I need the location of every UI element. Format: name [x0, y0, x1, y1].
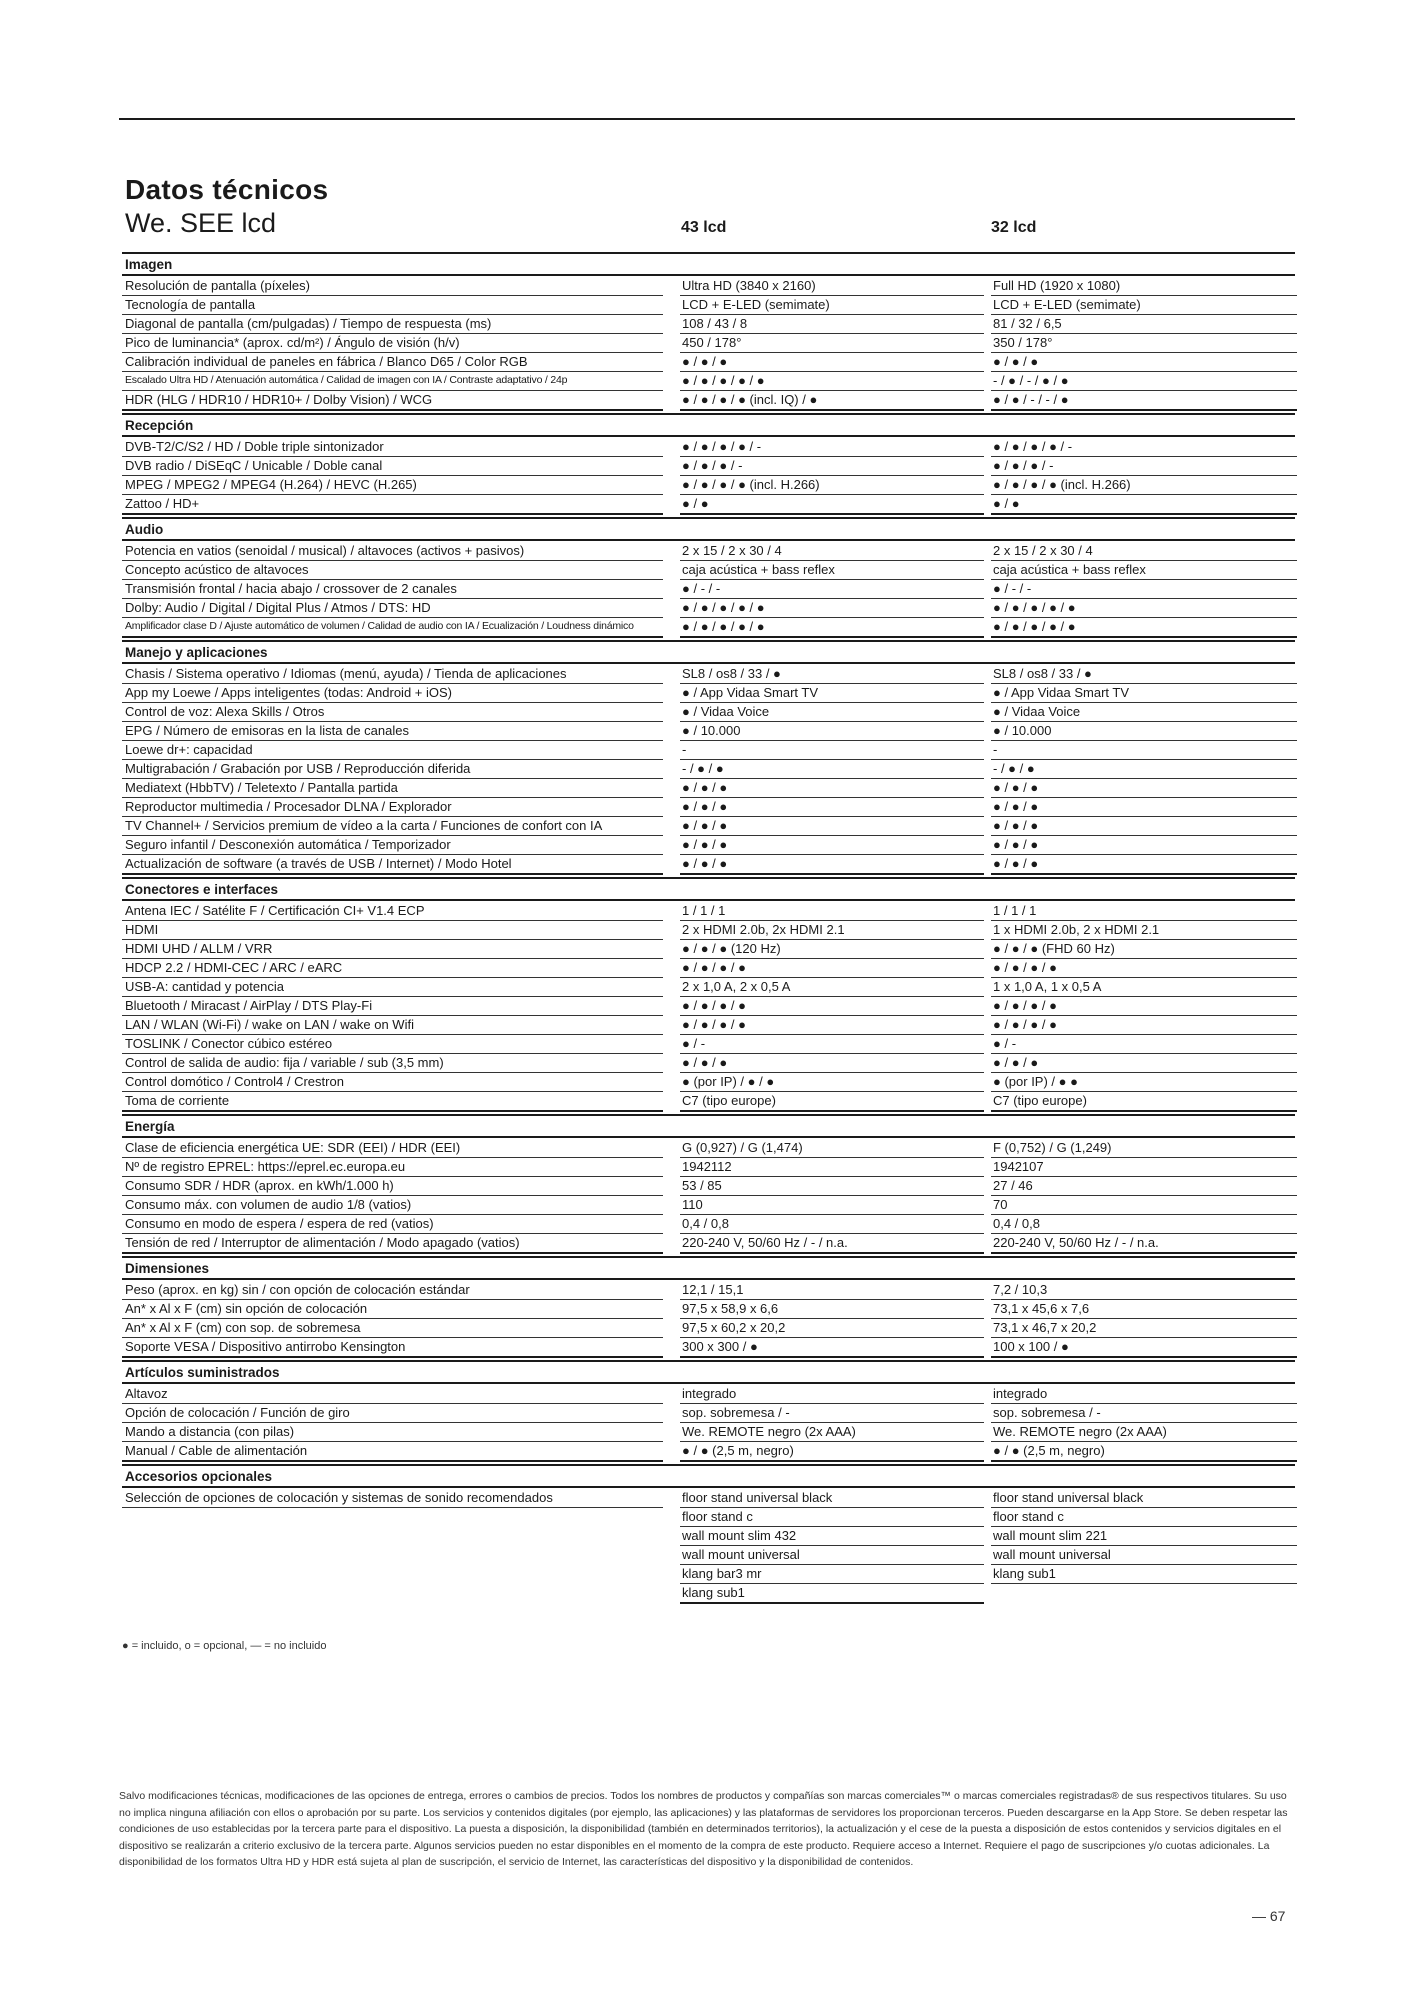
top-rule: [119, 118, 1295, 120]
spec-value-32: ● / ● / ● / ● / -: [991, 437, 1297, 457]
spec-value-43: ● (por IP) / ● / ●: [680, 1072, 984, 1092]
spec-label: Amplificador clase D / Ajuste automático de volumen / Calidad de audio con IA / Ecualización / Loudness dinámico: [122, 617, 663, 638]
section-heading: Conectores e interfaces: [122, 877, 1295, 901]
spec-value-32: ● / ● / ● / ● (incl. H.266): [991, 475, 1297, 495]
spec-section: [122, 1114, 1295, 1252]
section-heading: Audio: [122, 517, 1295, 541]
spec-section: [122, 1360, 1295, 1460]
spec-label: HDMI: [122, 920, 663, 940]
spec-row: [122, 1280, 1295, 1299]
spec-row: [122, 1564, 1295, 1583]
spec-value-32: ● / -: [991, 1034, 1297, 1054]
spec-label: Consumo máx. con volumen de audio 1/8 (vatios): [122, 1195, 663, 1215]
spec-row: [122, 1214, 1295, 1233]
spec-label: Loewe dr+: capacidad: [122, 740, 663, 760]
spec-row: [122, 958, 1295, 977]
spec-label: TOSLINK / Conector cúbico estéreo: [122, 1034, 663, 1054]
spec-label: Consumo en modo de espera / espera de red (vatios): [122, 1214, 663, 1234]
spec-label: Soporte VESA / Dispositivo antirrobo Kensington: [122, 1337, 663, 1358]
spec-label: [122, 1507, 663, 1526]
spec-label: [122, 1545, 663, 1564]
spec-row: [122, 1507, 1295, 1526]
spec-value-32: [991, 1583, 1297, 1602]
spec-value-32: ● / ● (2,5 m, negro): [991, 1441, 1297, 1462]
spec-row: [122, 560, 1295, 579]
spec-value-32: LCD + E-LED (semimate): [991, 295, 1297, 315]
spec-value-43: 110: [680, 1195, 984, 1215]
spec-label: Mando a distancia (con pilas): [122, 1422, 663, 1442]
spec-row: [122, 333, 1295, 352]
spec-value-43: ● / ● / ● / ● (incl. H.266): [680, 475, 984, 495]
spec-value-43: 1942112: [680, 1157, 984, 1177]
spec-value-32: 73,1 x 45,6 x 7,6: [991, 1299, 1297, 1319]
spec-value-43: ● / ● / ● / -: [680, 456, 984, 476]
spec-value-32: SL8 / os8 / 33 / ●: [991, 664, 1297, 684]
product-name: We. SEE lcd: [125, 208, 277, 238]
spec-label: HDCP 2.2 / HDMI-CEC / ARC / eARC: [122, 958, 663, 978]
spec-value-32: ● / ● / ● / ●: [991, 996, 1297, 1016]
spec-value-32: 1 x HDMI 2.0b, 2 x HDMI 2.1: [991, 920, 1297, 940]
spec-row: [122, 1337, 1295, 1356]
spec-row: [122, 1157, 1295, 1176]
spec-value-32: 0,4 / 0,8: [991, 1214, 1297, 1234]
spec-value-43: ● / ●: [680, 494, 984, 515]
spec-value-43: ● / -: [680, 1034, 984, 1054]
spec-label: Bluetooth / Miracast / AirPlay / DTS Play-Fi: [122, 996, 663, 1016]
spec-value-32: - / ● / ●: [991, 759, 1297, 779]
spec-label: Control de salida de audio: fija / variable / sub (3,5 mm): [122, 1053, 663, 1073]
spec-value-32: klang sub1: [991, 1564, 1297, 1584]
spec-value-43: 53 / 85: [680, 1176, 984, 1196]
spec-value-43: ● / ● / ● / ● / ●: [680, 371, 984, 391]
spec-value-32: ● / ● / ● / ●: [991, 1015, 1297, 1035]
spec-row: [122, 1138, 1295, 1157]
spec-row: [122, 854, 1295, 873]
spec-value-43: - / ● / ●: [680, 759, 984, 779]
spec-row: [122, 816, 1295, 835]
spec-value-43: LCD + E-LED (semimate): [680, 295, 984, 315]
column-header-32: 32 lcd: [991, 219, 1037, 236]
spec-value-32: 220-240 V, 50/60 Hz / - / n.a.: [991, 1233, 1297, 1254]
spec-value-32: ● / ● / ●: [991, 854, 1297, 875]
spec-value-32: ● / 10.000: [991, 721, 1297, 741]
spec-value-43: 0,4 / 0,8: [680, 1214, 984, 1234]
spec-row: [122, 1545, 1295, 1564]
spec-label: An* x Al x F (cm) sin opción de colocación: [122, 1299, 663, 1319]
spec-row: [122, 1318, 1295, 1337]
spec-value-43: sop. sobremesa / -: [680, 1403, 984, 1423]
spec-label: Mediatext (HbbTV) / Teletexto / Pantalla partida: [122, 778, 663, 798]
spec-value-43: klang sub1: [680, 1583, 984, 1604]
spec-value-43: C7 (tipo europe): [680, 1091, 984, 1112]
spec-value-32: We. REMOTE negro (2x AAA): [991, 1422, 1297, 1442]
spec-value-43: ● / ● / ● / ● / ●: [680, 617, 984, 638]
spec-row: [122, 1403, 1295, 1422]
spec-value-32: 350 / 178°: [991, 333, 1297, 353]
spec-row: [122, 740, 1295, 759]
spec-label: USB-A: cantidad y potencia: [122, 977, 663, 997]
column-header-43: 43 lcd: [681, 219, 727, 236]
spec-value-32: 27 / 46: [991, 1176, 1297, 1196]
spec-row: [122, 1072, 1295, 1091]
section-heading: Recepción: [122, 413, 1295, 437]
spec-value-43: 220-240 V, 50/60 Hz / - / n.a.: [680, 1233, 984, 1254]
spec-value-32: ● / ● / ● / ●: [991, 958, 1297, 978]
spec-value-32: ● / ● / ● (FHD 60 Hz): [991, 939, 1297, 959]
spec-row: [122, 835, 1295, 854]
spec-value-43: ● / ● / ● / ● (incl. IQ) / ●: [680, 390, 984, 411]
spec-value-43: 1 / 1 / 1: [680, 901, 984, 921]
spec-value-43: wall mount universal: [680, 1545, 984, 1565]
spec-value-43: ● / Vidaa Voice: [680, 702, 984, 722]
spec-row: [122, 617, 1295, 636]
section-heading: Energía: [122, 1114, 1295, 1138]
spec-row: [122, 598, 1295, 617]
spec-row: [122, 1233, 1295, 1252]
spec-value-43: ● / ● / ● / ● / -: [680, 437, 984, 457]
spec-row: [122, 1526, 1295, 1545]
spec-value-32: floor stand c: [991, 1507, 1297, 1527]
spec-row: [122, 1488, 1295, 1507]
spec-value-43: ● / App Vidaa Smart TV: [680, 683, 984, 703]
spec-value-43: floor stand universal black: [680, 1488, 984, 1508]
spec-value-43: ● / ● / ● (120 Hz): [680, 939, 984, 959]
spec-value-43: ● / ● (2,5 m, negro): [680, 1441, 984, 1462]
spec-value-43: Ultra HD (3840 x 2160): [680, 276, 984, 296]
spec-row: [122, 579, 1295, 598]
spec-row: [122, 475, 1295, 494]
spec-row: [122, 1195, 1295, 1214]
spec-row: [122, 778, 1295, 797]
spec-row: [122, 664, 1295, 683]
spec-row: [122, 494, 1295, 513]
spec-label: Seguro infantil / Desconexión automática / Temporizador: [122, 835, 663, 855]
spec-value-32: 70: [991, 1195, 1297, 1215]
spec-label: [122, 1526, 663, 1545]
spec-row: [122, 683, 1295, 702]
spec-label: Consumo SDR / HDR (aprox. en kWh/1.000 h): [122, 1176, 663, 1196]
spec-value-32: 1 / 1 / 1: [991, 901, 1297, 921]
spec-row: [122, 1015, 1295, 1034]
spec-section: [122, 640, 1295, 873]
spec-value-43: wall mount slim 432: [680, 1526, 984, 1546]
spec-value-43: ● / ● / ●: [680, 835, 984, 855]
spec-row: [122, 1299, 1295, 1318]
disclaimer: Salvo modificaciones técnicas, modificaciones de las opciones de entrega, errores o cambios de precios. Todos los nombres de productos y compañías son marcas comerciales™ o marcas comerciales registradas® de sus respectivos titulares. Su uso no implica ninguna afiliación con ellos o aprobación por su parte. Los servicios y contenidos digitales (por ejemplo, las aplicaciones) y las plataformas de servidores los proporcionan terceros. Pueden descargarse en la App Store. Se deben respetar las condiciones de uso establecidas por la tercera parte para el dispositivo. La puesta a disposición, la disponibilidad (también en determinados territorios), la actualización y el cese de la puesta a disposición de estos contenidos y servicios digitales en el dispositivo se realizarán a criterio exclusivo de la tercera parte. Algunos servicios pueden no estar disponibles en el momento de la compra de este producto. Requiere acceso a Internet. Requiere el pago de suscripciones y/o cuotas adicionales. La disponibilidad de los formatos Ultra HD y HDR está sujeta al plan de suscripción, el servicio de Internet, las características del dispositivo y la disponibilidad de contenidos.: [119, 1790, 1288, 1868]
spec-value-43: 2 x 1,0 A, 2 x 0,5 A: [680, 977, 984, 997]
legend: ● = incluido, o = opcional, — = no incluido: [122, 1640, 327, 1652]
spec-value-32: C7 (tipo europe): [991, 1091, 1297, 1112]
spec-section: [122, 1256, 1295, 1356]
spec-value-32: ● / ● / ●: [991, 816, 1297, 836]
spec-value-43: 450 / 178°: [680, 333, 984, 353]
spec-value-32: ● / ● / - / - / ●: [991, 390, 1297, 411]
spec-row: [122, 702, 1295, 721]
spec-row: [122, 314, 1295, 333]
spec-value-32: F (0,752) / G (1,249): [991, 1138, 1297, 1158]
spec-label: Toma de corriente: [122, 1091, 663, 1112]
spec-label: Escalado Ultra HD / Atenuación automática / Calidad de imagen con IA / Contraste adaptativo / 24p: [122, 371, 663, 391]
spec-value-43: caja acústica + bass reflex: [680, 560, 984, 580]
spec-value-43: floor stand c: [680, 1507, 984, 1527]
spec-value-32: ● / ● / ●: [991, 1053, 1297, 1073]
spec-value-43: integrado: [680, 1384, 984, 1404]
spec-label: Antena IEC / Satélite F / Certificación CI+ V1.4 ECP: [122, 901, 663, 921]
spec-label: Potencia en vatios (senoidal / musical) / altavoces (activos + pasivos): [122, 541, 663, 561]
spec-row: [122, 939, 1295, 958]
section-heading: Manejo y aplicaciones: [122, 640, 1295, 664]
spec-row: [122, 901, 1295, 920]
spec-value-43: ● / ● / ●: [680, 1053, 984, 1073]
spec-row: [122, 1053, 1295, 1072]
section-heading: Imagen: [122, 252, 1295, 276]
page-number: — 67: [1252, 1908, 1286, 1924]
spec-value-32: 1942107: [991, 1157, 1297, 1177]
spec-value-32: sop. sobremesa / -: [991, 1403, 1297, 1423]
spec-row: [122, 390, 1295, 409]
spec-label: MPEG / MPEG2 / MPEG4 (H.264) / HEVC (H.265): [122, 475, 663, 495]
spec-value-43: ● / ● / ●: [680, 797, 984, 817]
spec-label: Control domótico / Control4 / Crestron: [122, 1072, 663, 1092]
spec-value-32: integrado: [991, 1384, 1297, 1404]
spec-row: [122, 295, 1295, 314]
spec-label: Zattoo / HD+: [122, 494, 663, 515]
spec-section: [122, 252, 1295, 409]
spec-row: [122, 1384, 1295, 1403]
spec-value-43: ● / ● / ● / ●: [680, 958, 984, 978]
spec-label: LAN / WLAN (Wi-Fi) / wake on LAN / wake on Wifi: [122, 1015, 663, 1035]
spec-value-32: 1 x 1,0 A, 1 x 0,5 A: [991, 977, 1297, 997]
spec-value-43: -: [680, 740, 984, 760]
spec-label: Diagonal de pantalla (cm/pulgadas) / Tiempo de respuesta (ms): [122, 314, 663, 334]
spec-value-32: ● / ● / ●: [991, 835, 1297, 855]
spec-value-43: 97,5 x 60,2 x 20,2: [680, 1318, 984, 1338]
spec-row: [122, 276, 1295, 295]
section-heading: Accesorios opcionales: [122, 1464, 1295, 1488]
spec-label: Manual / Cable de alimentación: [122, 1441, 663, 1462]
spec-value-43: ● / - / -: [680, 579, 984, 599]
spec-value-43: G (0,927) / G (1,474): [680, 1138, 984, 1158]
spec-section: [122, 877, 1295, 1110]
section-heading: Dimensiones: [122, 1256, 1295, 1280]
spec-value-32: ● / ● / ●: [991, 797, 1297, 817]
spec-table: [122, 252, 1295, 1602]
spec-row: [122, 371, 1295, 390]
spec-value-43: ● / ● / ● / ● / ●: [680, 598, 984, 618]
spec-value-32: - / ● / - / ● / ●: [991, 371, 1297, 391]
spec-label: EPG / Número de emisoras en la lista de canales: [122, 721, 663, 741]
spec-label: Resolución de pantalla (píxeles): [122, 276, 663, 296]
spec-row: [122, 920, 1295, 939]
spec-value-32: ● / - / -: [991, 579, 1297, 599]
spec-value-32: ● / ●: [991, 494, 1297, 515]
spec-label: Concepto acústico de altavoces: [122, 560, 663, 580]
spec-value-32: -: [991, 740, 1297, 760]
spec-value-43: 2 x HDMI 2.0b, 2x HDMI 2.1: [680, 920, 984, 940]
spec-label: Tecnología de pantalla: [122, 295, 663, 315]
spec-value-32: 73,1 x 46,7 x 20,2: [991, 1318, 1297, 1338]
spec-row: [122, 759, 1295, 778]
spec-section: [122, 517, 1295, 636]
spec-label: Multigrabación / Grabación por USB / Reproducción diferida: [122, 759, 663, 779]
spec-value-32: ● / ● / ●: [991, 352, 1297, 372]
spec-value-32: ● / ● / ●: [991, 778, 1297, 798]
spec-label: Opción de colocación / Función de giro: [122, 1403, 663, 1423]
spec-row: [122, 1091, 1295, 1110]
spec-row: [122, 1583, 1295, 1602]
spec-row: [122, 1176, 1295, 1195]
spec-label: Calibración individual de paneles en fábrica / Blanco D65 / Color RGB: [122, 352, 663, 372]
spec-label: Reproductor multimedia / Procesador DLNA / Explorador: [122, 797, 663, 817]
spec-value-32: caja acústica + bass reflex: [991, 560, 1297, 580]
spec-label: Nº de registro EPREL: https://eprel.ec.europa.eu: [122, 1157, 663, 1177]
spec-value-32: ● / ● / ● / -: [991, 456, 1297, 476]
spec-label: Clase de eficiencia energética UE: SDR (EEI) / HDR (EEI): [122, 1138, 663, 1158]
spec-value-32: Full HD (1920 x 1080): [991, 276, 1297, 296]
spec-value-32: 100 x 100 / ●: [991, 1337, 1297, 1358]
spec-row: [122, 352, 1295, 371]
spec-label: Altavoz: [122, 1384, 663, 1404]
spec-label: An* x Al x F (cm) con sop. de sobremesa: [122, 1318, 663, 1338]
spec-row: [122, 1441, 1295, 1460]
spec-value-32: ● / ● / ● / ● / ●: [991, 598, 1297, 618]
spec-value-43: ● / 10.000: [680, 721, 984, 741]
spec-label: Transmisión frontal / hacia abajo / crossover de 2 canales: [122, 579, 663, 599]
spec-label: Selección de opciones de colocación y sistemas de sonido recomendados: [122, 1488, 663, 1508]
spec-label: TV Channel+ / Servicios premium de vídeo a la carta / Funciones de confort con IA: [122, 816, 663, 836]
spec-value-43: ● / ● / ●: [680, 854, 984, 875]
spec-row: [122, 996, 1295, 1015]
spec-label: Dolby: Audio / Digital / Digital Plus / Atmos / DTS: HD: [122, 598, 663, 618]
spec-value-43: ● / ● / ● / ●: [680, 1015, 984, 1035]
spec-value-32: floor stand universal black: [991, 1488, 1297, 1508]
spec-row: [122, 1422, 1295, 1441]
section-heading: Artículos suministrados: [122, 1360, 1295, 1384]
spec-value-32: 7,2 / 10,3: [991, 1280, 1297, 1300]
spec-row: [122, 797, 1295, 816]
spec-value-43: 300 x 300 / ●: [680, 1337, 984, 1358]
spec-row: [122, 437, 1295, 456]
spec-value-43: SL8 / os8 / 33 / ●: [680, 664, 984, 684]
spec-value-43: 12,1 / 15,1: [680, 1280, 984, 1300]
spec-value-43: 108 / 43 / 8: [680, 314, 984, 334]
spec-value-43: 2 x 15 / 2 x 30 / 4: [680, 541, 984, 561]
spec-value-43: ● / ● / ●: [680, 352, 984, 372]
spec-value-32: ● / Vidaa Voice: [991, 702, 1297, 722]
spec-label: [122, 1583, 663, 1602]
spec-value-43: ● / ● / ●: [680, 816, 984, 836]
spec-section: [122, 1464, 1295, 1602]
spec-label: HDR (HLG / HDR10 / HDR10+ / Dolby Vision) / WCG: [122, 390, 663, 411]
spec-label: Pico de luminancia* (aprox. cd/m²) / Ángulo de visión (h/v): [122, 333, 663, 353]
spec-value-43: ● / ● / ●: [680, 778, 984, 798]
spec-value-43: klang bar3 mr: [680, 1564, 984, 1584]
spec-label: App my Loewe / Apps inteligentes (todas: Android + iOS): [122, 683, 663, 703]
spec-label: DVB radio / DiSEqC / Unicable / Doble canal: [122, 456, 663, 476]
page-title: Datos técnicos: [125, 174, 329, 205]
spec-row: [122, 1034, 1295, 1053]
spec-label: HDMI UHD / ALLM / VRR: [122, 939, 663, 959]
spec-value-32: ● / ● / ● / ● / ●: [991, 617, 1297, 638]
spec-label: [122, 1564, 663, 1583]
spec-label: Actualización de software (a través de USB / Internet) / Modo Hotel: [122, 854, 663, 875]
spec-value-32: ● / App Vidaa Smart TV: [991, 683, 1297, 703]
spec-value-32: 2 x 15 / 2 x 30 / 4: [991, 541, 1297, 561]
spec-value-32: wall mount universal: [991, 1545, 1297, 1565]
spec-label: Peso (aprox. en kg) sin / con opción de colocación estándar: [122, 1280, 663, 1300]
spec-row: [122, 977, 1295, 996]
spec-value-32: wall mount slim 221: [991, 1526, 1297, 1546]
spec-value-43: 97,5 x 58,9 x 6,6: [680, 1299, 984, 1319]
spec-value-43: ● / ● / ● / ●: [680, 996, 984, 1016]
spec-value-43: We. REMOTE negro (2x AAA): [680, 1422, 984, 1442]
spec-row: [122, 456, 1295, 475]
spec-value-32: ● (por IP) / ● ●: [991, 1072, 1297, 1092]
spec-label: Control de voz: Alexa Skills / Otros: [122, 702, 663, 722]
spec-row: [122, 541, 1295, 560]
spec-label: Tensión de red / Interruptor de alimentación / Modo apagado (vatios): [122, 1233, 663, 1254]
spec-label: Chasis / Sistema operativo / Idiomas (menú, ayuda) / Tienda de aplicaciones: [122, 664, 663, 684]
spec-value-32: 81 / 32 / 6,5: [991, 314, 1297, 334]
spec-section: [122, 413, 1295, 513]
spec-label: DVB-T2/C/S2 / HD / Doble triple sintonizador: [122, 437, 663, 457]
spec-row: [122, 721, 1295, 740]
